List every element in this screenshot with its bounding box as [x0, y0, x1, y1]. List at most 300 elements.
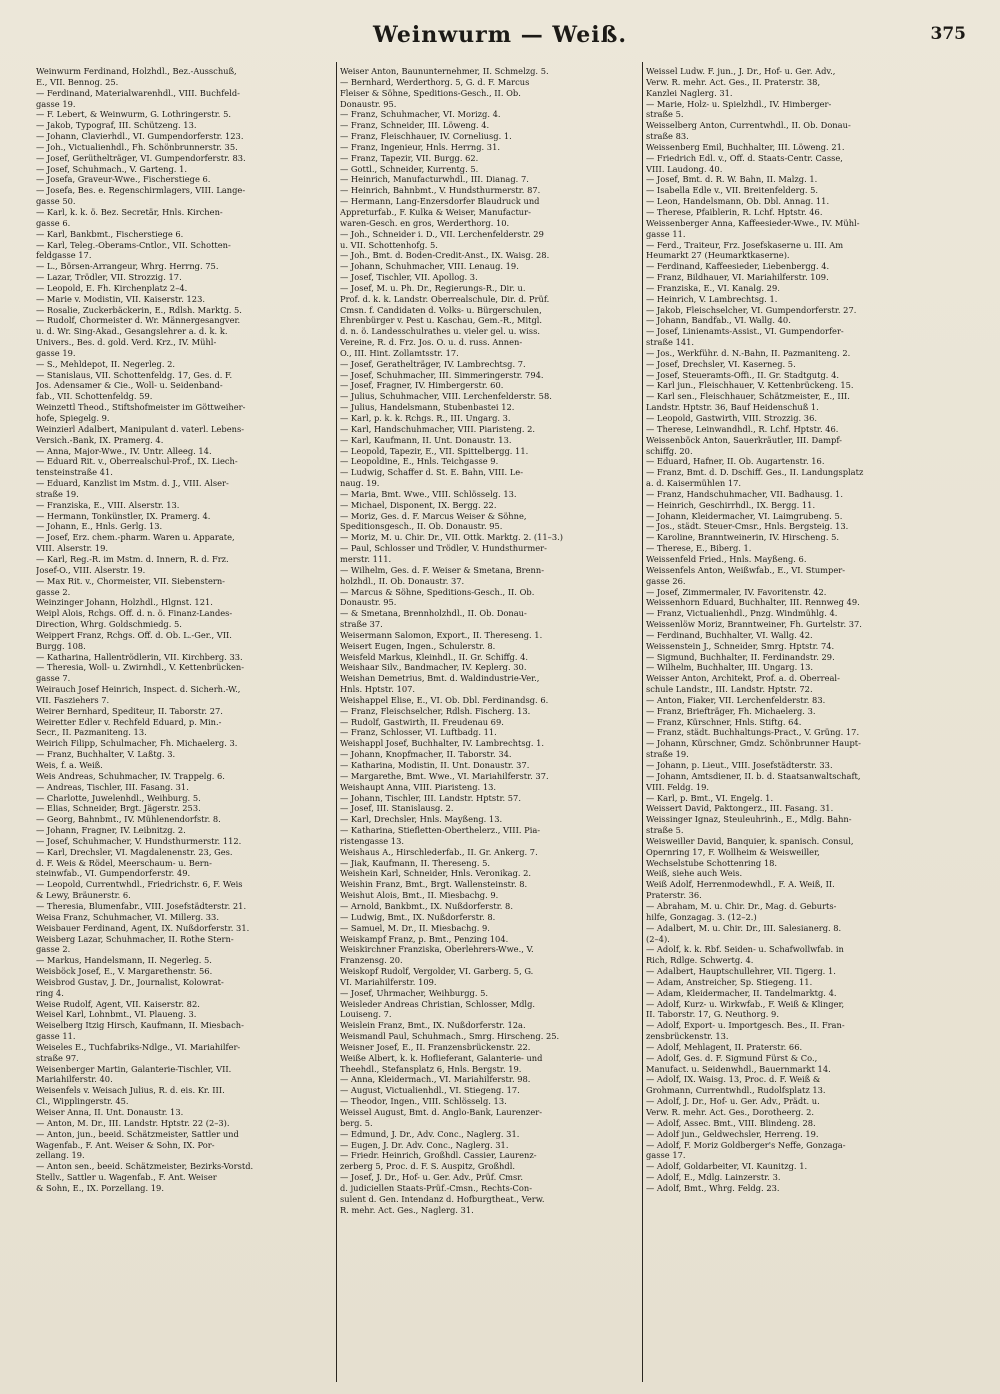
directory-line: Weiß Adolf, Herrenmodewhdl., F. A. Weiß, II. [646, 879, 835, 890]
directory-line: gasse 7. [36, 673, 71, 684]
directory-line: — Franz, städt. Buchhaltungs-Pract., V. Grüng. 17. [646, 727, 860, 738]
directory-line: — Theodor, Ingen., VIII. Schlösselg. 13. [340, 1096, 507, 1107]
directory-line: Weirich Filipp, Schulmacher, Fh. Michaelerg. 3. [36, 738, 238, 749]
directory-line: Grohmann, Currentwhdl., Rudolfsplatz 13. [646, 1085, 826, 1096]
directory-line: Verw. R. mehr. Act. Ges., Dorotheerg. 2. [646, 1107, 814, 1117]
directory-line: — Friedr. Heinrich, Großhdl. Cassier, Laurenz- [340, 1150, 537, 1161]
directory-line: — Adolf jun., Geldwechsler, Herreng. 19. [646, 1128, 819, 1139]
directory-line: R. mehr. Act. Ges., Naglerg. 31. [340, 1204, 474, 1215]
directory-line: — Isabella Edle v., VII. Breitenfelderg. 5. [646, 185, 819, 196]
directory-line: tensteinstraße 41. [36, 467, 113, 478]
directory-line: Weiseles E., Tuchfabriks-Ndlge., VI. Mariahilfer- [36, 1041, 241, 1052]
directory-line: — Heinrich, Bahnbmt., V. Hundsthurmerstr. 87. [340, 185, 541, 196]
directory-line: Weissenberger Anna, Kaffeesieder-Wwe., IV. Mühl- [646, 217, 860, 228]
directory-line: — Karl sen., Fleischhauer, Schätzmeister, E., III. [646, 391, 850, 402]
directory-line: Louiseng. 7. [340, 1009, 392, 1020]
directory-line: — Heinrich, Geschirrhdl., IX. Bergg. 11. [646, 499, 816, 510]
directory-line: gasse 11. [36, 1031, 76, 1042]
directory-line: — Josef, Schuhmacher, V. Hundsthurmerstr. 112. [36, 835, 242, 846]
directory-line: Mariahilferstr. 40. [36, 1074, 113, 1085]
directory-line: fab., VII. Schottenfeldg. 59. [36, 391, 153, 402]
directory-line: Appreturfab., F. Kulka & Weiser, Manufactur- [340, 206, 531, 217]
directory-line: Cl., Wipplingerstr. 45. [36, 1096, 129, 1107]
directory-line: Weinzinger Johann, Holzhdl., Hlgnst. 121. [36, 597, 213, 608]
directory-line: ring 4. [36, 987, 64, 998]
directory-line: a. d. Kaisermühlen 17. [646, 478, 742, 489]
directory-line: Weishappel Elise, E., VI. Ob. Dbl. Ferdinandsg. 6. [340, 694, 549, 705]
directory-line: Weiretter Edler v. Rechfeld Eduard, p. Min.- [36, 716, 222, 727]
directory-line: — Anna, Major-Wwe., IV. Untr. Alleeg. 14. [36, 445, 212, 456]
directory-line: — Franz, Schuhmacher, VI. Morizg. 4. [340, 109, 501, 120]
directory-line: — Ferdinand, Materialwarenhdl., VIII. Buchfeld- [36, 87, 240, 98]
directory-line: — Marie, Holz- u. Spielzhdl., IV. Himberger- [646, 98, 832, 109]
directory-line: Weisfeld Markus, Kleinhdl., II. Gr. Schiffg. 4. [340, 651, 529, 662]
directory-line: — Jos., städt. Steuer-Cmsr., Hnls. Bergsteig. 13. [646, 521, 849, 532]
directory-line: Weisner Josef, E., II. Franzensbrückenstr. 22. [340, 1041, 531, 1052]
directory-line: Jos. Adensamer & Cie., Woll- u. Seidenband- [36, 380, 223, 391]
directory-line: — Johann, Schuhmacher, VIII. Lenaug. 19. [340, 261, 519, 272]
directory-line: — Heinrich, Manufacturwhdl., III. Dianag. 7. [340, 174, 529, 185]
directory-line: VIII. Alserstr. 19. [36, 543, 108, 554]
directory-line: Weishaupt Anna, VIII. Piaristeng. 13. [340, 781, 497, 792]
directory-line: straße 97. [36, 1052, 79, 1063]
directory-line: — Josef, Gerüthelträger, VI. Gumpendorferstr. 83. [36, 152, 246, 163]
directory-line: — Franz, Briefträger, Fh. Michaelerg. 3. [646, 705, 816, 716]
directory-line: Weisel Karl, Lohnbmt., VI. Plaueng. 3. [36, 1009, 197, 1020]
directory-line: — Franziska, E., VI. Kanalg. 29. [646, 282, 780, 293]
directory-line: zerberg 5, Proc. d. F. S. Auspitz, Großhdl. [340, 1161, 516, 1172]
directory-line: — Josef, Schuhmach., V. Garteng. 1. [36, 163, 187, 174]
directory-line: schule Landstr., III. Landstr. Hptstr. 72. [646, 684, 813, 695]
directory-line: — Theresia, Woll- u. Zwirnhdl., V. Kettenbrücken- [36, 662, 245, 673]
directory-line: — Josef, Tischler, VII. Apollog. 3. [340, 272, 478, 283]
directory-line: — Adolf, Ges. d. F. Sigmund Fürst & Co., [646, 1052, 818, 1063]
directory-line: Weissenfeld Fried., Hnls. Mayßeng. 6. [646, 553, 807, 564]
directory-line: Weipl Alois, Rchgs. Off. d. n. ö. Finanz-Landes- [36, 608, 233, 619]
directory-line: Weirauch Josef Heinrich, Inspect. d. Sicherh.-W., [36, 684, 241, 695]
directory-line: Weisert Eugen, Ingen., Schulerstr. 8. [340, 640, 496, 651]
directory-line: — Josef, Gerathelträger, IV. Lambrechtsg. 7. [340, 358, 526, 369]
directory-line: — Moriz, Ges. d. F. Marcus Weiser & Söhne, [340, 510, 527, 521]
directory-line: Weissenböck Anton, Sauerkräutler, III. Dampf- [646, 434, 842, 445]
directory-line: Heumarkt 27 (Heumarktkaserne). [646, 250, 790, 261]
directory-line: — L., Börsen-Arrangeur, Whrg. Herrng. 75. [36, 261, 219, 272]
directory-line: — Johann, p. Lieut., VIII. Josefstädterstr. 33. [646, 760, 833, 770]
directory-line: — Josef, M. u. Ph. Dr., Regierungs-R., Dir. u. [340, 282, 526, 293]
directory-line: Weishin Franz, Bmt., Brgt. Wallensteinstr. 8. [340, 879, 528, 890]
directory-line: — Karl, Bankbmt., Fischerstiege 6. [36, 228, 184, 239]
directory-line: — Johann, Kleidermacher, VI. Laimgrubeng. 5. [646, 510, 843, 521]
directory-line: — Heinrich, V. Lambrechtsg. 1. [646, 293, 778, 304]
directory-line: VII. Fasziehers 7. [36, 694, 110, 705]
directory-line: — Jakob, Fleischselcher, VI. Gumpendorferstr. 27. [646, 304, 857, 315]
directory-line: — Josef, Schuhmacher, III. Simmeringerstr. 794. [340, 369, 544, 380]
directory-line: Weissenstein J., Schneider, Smrg. Hptstr. 74. [646, 640, 835, 651]
column-1 [36, 66, 332, 1384]
directory-line: — Arnold, Bankbmt., IX. Nußdorferstr. 8. [340, 900, 513, 911]
directory-line: — Karl, Kaufmann, II. Unt. Donaustr. 13. [340, 434, 512, 445]
directory-line: — Josef, Uhrmacher, Weihburgg. 5. [340, 987, 489, 998]
directory-line: Univers., Bes. d. gold. Verd. Krz., IV. Mühl- [36, 337, 217, 348]
directory-line: Weissinger Ignaz, Steuleuhrinh., E., Mdlg. Bahn- [646, 814, 852, 825]
directory-line: — Charlotte, Juwelenhdl., Weihburg. 5. [36, 792, 201, 803]
directory-line: O., III. Hint. Zollamtsstr. 17. [340, 347, 459, 358]
directory-line: Weisweiller David, Banquier, k. spanisch. Consul, [646, 835, 854, 846]
column-divider [336, 62, 337, 1382]
directory-line: — Anton sen., beeid. Schätzmeister, Bezirks-Vorstd. [36, 1161, 254, 1172]
directory-line: straße 37. [340, 619, 383, 630]
directory-line: gasse 6. [36, 217, 71, 228]
directory-line: — Eduard, Kanzlist im Mstm. d. J., VIII. Alser- [36, 478, 229, 489]
directory-line: naug. 19. [340, 478, 380, 489]
directory-line: — Jiak, Kaufmann, II. Thereseng. 5. [340, 857, 491, 868]
directory-line: schiffg. 20. [646, 445, 693, 456]
directory-line: — Hermann, Lang-Enzersdorfer Blaudruck und [340, 196, 540, 207]
directory-line: — Ferdinand, Kaffeesieder, Liebenbergg. 4. [646, 261, 830, 272]
directory-line: Stellv., Sattler u. Wagenfab., F. Ant. Weiser [36, 1172, 217, 1183]
directory-line: — Franziska, E., VIII. Alserstr. 13. [36, 499, 180, 510]
directory-line: Weissenlöw Moriz, Branntweiner, Fh. Gurtelstr. 37. [646, 619, 862, 630]
directory-line: Weisermann Salomon, Export., II. Thereseng. 1. [340, 629, 543, 640]
directory-line: — Katharina, Stiefletten-Oberthelerz., VIII. Pia- [340, 825, 541, 836]
directory-line: — Hermann, Tonkünstler, IX. Pramerg. 4. [36, 510, 211, 521]
directory-line: Weissert David, Paktongerz., III. Fasang. 31. [646, 803, 834, 814]
directory-line: — Franz, Victualienhdl., Pnzg. Windmühlg. 4. [646, 608, 838, 619]
directory-line: d. F. Weis & Rödel, Meerschaum- u. Bern- [36, 857, 212, 868]
directory-line: Weiskopf Rudolf, Vergolder, VI. Garberg. 5, G. [340, 966, 534, 977]
directory-line: — Karl, Reg.-R. im Mstm. d. Innern, R. d. Frz. [36, 553, 229, 564]
directory-line: — Joh., Schneider i. D., VII. Lerchenfelderstr. 29 [340, 228, 544, 239]
directory-line: & Sohn, E., IX. Porzellang. 19. [36, 1182, 164, 1193]
directory-line: — Adalbert, Hauptschullehrer, VII. Tigerg. 1. [646, 966, 836, 977]
directory-line: — Adolf, E., Mdlg. Lainzerstr. 3. [646, 1172, 781, 1183]
directory-line: — Jakob, Typograf, III. Schützeng. 13. [36, 120, 197, 131]
directory-line: Weisenfels v. Weisach Julius, R. d. eis. Kr. III. [36, 1085, 225, 1096]
directory-line: — Ferdinand, Buchhalter, VI. Wallg. 42. [646, 629, 813, 640]
directory-line: — Adam, Anstreicher, Sp. Stiegeng. 11. [646, 976, 813, 987]
directory-line: — Lazar, Trödler, VII. Strozzig. 17. [36, 272, 182, 283]
directory-line: straße 5. [646, 825, 684, 836]
directory-line: Weishut Alois, Bmt., II. Miesbachg. 9. [340, 890, 499, 901]
directory-line: waren-Gesch. en gros, Werderthorg. 10. [340, 217, 510, 228]
directory-line: — Karl, p. Bmt., VI. Engelg. 1. [646, 792, 774, 803]
directory-line: Weisselberg Anton, Currentwhdl., II. Ob. Donau- [646, 120, 851, 131]
directory-line: Josef-O., VIII. Alserstr. 19. [36, 564, 146, 575]
directory-line: — Leon, Handelsmann, Ob. Dbl. Annag. 11. [646, 196, 830, 207]
directory-line: — August, Victualienhdl., VI. Stiegeng. 17. [340, 1085, 520, 1096]
page-header [0, 18, 1000, 54]
column-3 [646, 66, 968, 1384]
directory-line: — Rosalie, Zuckerbäckerin, E., Rdlsh. Marktg. 5. [36, 304, 242, 315]
directory-line: VIII. Laudong. 40. [646, 163, 723, 174]
directory-line: hilfe, Gonzagag. 3. (12–2.) [646, 911, 757, 922]
directory-line: — Adolf, Export- u. Importgesch. Bes., II. Fran- [646, 1020, 845, 1031]
directory-line: — Johann, Fragner, IV. Leibnitzg. 2. [36, 825, 186, 836]
directory-line: Weissenfels Anton, Weißwfab., E., VI. Stumper- [646, 564, 846, 575]
directory-line: — Adolf, Mehlagent, II. Praterstr. 66. [646, 1041, 803, 1052]
directory-line: — Adolf, Assec. Bmt., VIII. Blindeng. 28. [646, 1117, 816, 1128]
directory-line: Vereine, R. d. Frz. Jos. O. u. d. russ. Annen- [340, 337, 523, 348]
directory-line: Rich, Rdlge. Schwertg. 4. [646, 955, 754, 966]
directory-line: — Maria, Bmt. Wwe., VIII. Schlösselg. 13. [340, 488, 517, 499]
directory-line: Weiselberg Itzig Hirsch, Kaufmann, II. Miesbach- [36, 1020, 244, 1031]
directory-line: — Franz, Bmt. d. D. Dschiff. Ges., II. Landungsplatz [646, 467, 864, 478]
directory-line: Cmsn. f. Candidaten d. Volks- u. Bürgerschulen, [340, 304, 542, 315]
directory-line: Weiser Anton, Baununternehmer, II. Schmelzg. 5. [340, 66, 549, 76]
directory-line: — Bernhard, Werderthorg. 5, G. d. F. Marcus [340, 76, 530, 87]
directory-line: gasse 11. [646, 228, 686, 239]
directory-line: — Adolf, Bmt., Whrg. Feldg. 23. [646, 1182, 780, 1193]
directory-line: — Johann, Amtsdiener, II. b. d. Staatsanwaltschaft, [646, 770, 861, 781]
directory-line: Weishan Demetrius, Bmt. d. Waldindustrie-Ver., [340, 673, 540, 684]
directory-line: — Josef, III. Stanislausg. 2. [340, 803, 454, 814]
directory-line: — Theresia, Blumenfabr., VIII. Josefstädterstr. 21. [36, 900, 247, 911]
directory-line: Weisbrod Gustav, J. Dr., Journalist, Kolowrat- [36, 976, 224, 987]
directory-line: hofe, Spiegelg. 9. [36, 413, 110, 423]
directory-line: — Ludwig, Schaffer d. St. E. Bahn, VIII. Le- [340, 467, 524, 478]
directory-line: — Friedrich Edl. v., Off. d. Staats-Centr. Casse, [646, 152, 843, 163]
directory-line: — Joh., Victualienhdl., Fh. Schönbrunnerstr. 35. [36, 141, 238, 152]
directory-line: & Lewy, Bräunerstr. 6. [36, 890, 131, 901]
directory-line: Weishaus A., Hirschlederfab., II. Gr. Ankerg. 7. [340, 846, 538, 857]
directory-line: — Ferd., Traiteur, Frz. Josefskaserne u. III. Am [646, 239, 844, 250]
directory-line: u. d. Wr. Sing-Akad., Gesangslehrer a. d. k. k. [36, 326, 228, 337]
directory-line: holzhdl., II. Ob. Donaustr. 37. [340, 575, 465, 586]
directory-line: — Adolf, Goldarbeiter, VI. Kaunitzg. 1. [646, 1161, 808, 1172]
directory-line: — Rudolf, Gastwirth, II. Freudenau 69. [340, 716, 504, 727]
directory-line: — Margarethe, Bmt. Wwe., VI. Mariahilferstr. 37. [340, 770, 549, 781]
directory-line: — Ludwig, Bmt., IX. Nußdorferstr. 8. [340, 911, 496, 922]
directory-line: Hnls. Hptstr. 107. [340, 684, 416, 695]
directory-line: Weirer Bernhard, Spediteur, II. Taborstr. 27. [36, 705, 223, 716]
directory-line: — Michael, Disponent, IX. Bergg. 22. [340, 499, 497, 510]
directory-line: — Johann, Clavierhdl., VI. Gumpendorferstr. 123. [36, 131, 244, 142]
directory-line: Weiser Anna, II. Unt. Donaustr. 13. [36, 1107, 184, 1117]
directory-line: — Josef, Linienamts-Assist., VI. Gumpendorfer- [646, 326, 844, 337]
directory-line: — Therese, Pfaiblerin, R. Lchf. Hptstr. 46. [646, 206, 823, 217]
directory-line: — Josef, J. Dr., Hof- u. Ger. Adv., Prüf. Cmsr. [340, 1172, 524, 1183]
directory-line: — Wilhelm, Ges. d. F. Weiser & Smetana, Brenn- [340, 564, 545, 575]
directory-line: — Johann, Knopfmacher, II. Taborstr. 34. [340, 749, 512, 760]
directory-line: Weiskirchner Franziska, Oberlehrers-Wwe., V. [340, 944, 534, 955]
directory-line: Weinzettl Theod., Stiftshofmeister im Göttweiher- [36, 402, 246, 413]
directory-line: — Karl, Drechsler, VI. Magdalenenstr. 23, Ges. [36, 846, 233, 857]
directory-line: Versich.-Bank, IX. Pramerg. 4. [36, 434, 164, 445]
directory-line: gasse 19. [36, 98, 76, 109]
directory-line: Opernring 17, F. Wollheim & Weisweiller, [646, 846, 820, 857]
directory-line: — Josef, Drechsler, VI. Kaserneg. 5. [646, 358, 796, 369]
directory-line: Weissel Ludw. F. jun., J. Dr., Hof- u. Ger. Adv., [646, 66, 836, 76]
directory-line: straße 19. [36, 488, 79, 499]
directory-line: — Franz, Schneider, III. Löweng. 4. [340, 120, 490, 131]
directory-line: — Josef, Bmt. d. R. W. Bahn, II. Malzg. 1. [646, 174, 818, 185]
directory-line: u. VII. Schottenhofg. 5. [340, 239, 438, 250]
directory-line: — Anton, jun., beeid. Schätzmeister, Sattler und [36, 1128, 239, 1139]
directory-line: d. n. ö. Landesschulrathes u. vieler gel. u. wiss. [340, 326, 540, 337]
directory-line: Ehrenbürger v. Pest u. Kaschau, Gem.-R., Mitgl. [340, 315, 543, 326]
directory-line: gasse 17. [646, 1150, 686, 1161]
directory-line: — Eugen, J. Dr. Adv. Conc., Naglerg. 31. [340, 1139, 509, 1150]
directory-line: E., VII. Bennog. 25. [36, 76, 119, 87]
directory-line: Donaustr. 95. [340, 597, 397, 608]
directory-line: — Karl, k. k. ö. Bez. Secretär, Hnls. Kirchen- [36, 206, 223, 217]
directory-line: — Adam, Kleidermacher, II. Tandelmarktg. 4. [646, 987, 837, 998]
directory-line: — Johann, Kürschner, Gmdz. Schönbrunner Haupt- [646, 738, 861, 749]
directory-line: — Adolf, J. Dr., Hof- u. Ger. Adv., Prädt. u. [646, 1096, 820, 1107]
directory-line: — Franz, Bildhauer, VI. Mariahilferstr. 109. [646, 272, 829, 283]
directory-line: — Eduard, Hafner, II. Ob. Augartenstr. 16. [646, 456, 825, 467]
directory-line: Franzensg. 20. [340, 955, 403, 966]
directory-line: — Leopoldine, E., Hnls. Teichgasse 9. [340, 456, 499, 467]
directory-line: Weinzierl Adalbert, Manipulant d. vaterl. Lebens- [36, 423, 245, 434]
directory-line: Kanzlei Naglerg. 31. [646, 87, 733, 98]
directory-line: — Josefa, Graveur-Wwe., Fischerstiege 6. [36, 174, 211, 185]
directory-line: merstr. 111. [340, 553, 392, 564]
directory-line: — Katharina, Modistin, II. Unt. Donaustr. 37. [340, 760, 530, 770]
directory-line: — Samuel, M. Dr., II. Miesbachg. 9. [340, 922, 490, 933]
directory-line: — Wilhelm, Buchhalter, III. Ungarg. 13. [646, 662, 814, 673]
directory-line: Weisböck Josef, E., V. Margarethenstr. 56. [36, 966, 213, 977]
directory-line: — Julius, Schuhmacher, VIII. Lerchenfelderstr. 58. [340, 391, 552, 402]
directory-line: Theehdl., Stefansplatz 6, Hnls. Bergstr. 19. [340, 1063, 522, 1074]
column-2 [340, 66, 638, 1384]
directory-line: — Franz, Tapezir, VII. Burgg. 62. [340, 152, 479, 163]
directory-line: — Karoline, Branntweinerin, IV. Hirscheng. 5. [646, 532, 840, 543]
directory-line: — Franz, Schlosser, VI. Luftbadg. 11. [340, 727, 497, 738]
directory-line: Wagenfab., F. Ant. Weiser & Sohn, IX. Por- [36, 1139, 215, 1150]
directory-line: Prof. d. k. k. Landstr. Oberrealschule, Dir. d. Prüf. [340, 293, 550, 304]
page-number: 375 [930, 24, 966, 44]
directory-line: — Leopold, Gastwirth, VIII. Strozzig. 36. [646, 413, 817, 423]
directory-line: zensbrückenstr. 13. [646, 1031, 729, 1042]
directory-line: — & Smetana, Brennholzhdl., II. Ob. Donau- [340, 608, 527, 619]
directory-line: Weishappl Josef, Buchhalter, IV. Lambrechtsg. 1. [340, 738, 545, 749]
directory-line: Weisbauer Ferdinand, Agent, IX. Nußdorferstr. 31. [36, 922, 250, 933]
directory-line: — Therese, Leinwandhdl., R. Lchf. Hptstr. 46. [646, 423, 839, 434]
directory-line: — Rudolf, Chormeister d. Wr. Männergesangver. [36, 315, 241, 326]
directory-line: Weinwurm Ferdinand, Holzhdl., Bez.-Ausschuß, [36, 66, 237, 76]
directory-line: — F. Lebert, & Weinwurm, G. Lothringerstr. 5. [36, 109, 231, 120]
directory-line: straße 83. [646, 131, 689, 142]
directory-line: — Adalbert, M. u. Chir. Dr., III. Salesianerg. 8. [646, 922, 842, 933]
directory-line: d. judiciellen Staats-Prüf.-Cmsn., Rechts-Con- [340, 1182, 533, 1193]
directory-line: Weishaar Silv., Bandmacher, IV. Keplerg. 30. [340, 662, 527, 673]
page-title: Weinwurm — Weiß. [372, 22, 628, 48]
directory-line: — Josef, Zimmermaler, IV. Favoritenstr. 42. [646, 586, 827, 597]
directory-line: Verw. R. mehr. Act. Ges., II. Praterstr. 38, [646, 76, 821, 87]
directory-line: — Josef, Steueramts-Offi., II. Gr. Stadtgutg. 4. [646, 369, 839, 380]
directory-line: — Karl, Teleg.-Oberams-Cntlor., VII. Schotten- [36, 239, 231, 250]
directory-line: gasse 2. [36, 586, 71, 597]
directory-line: Weisser Anton, Architekt, Prof. a. d. Oberreal- [646, 673, 840, 684]
directory-line: — Leopold, E. Fh. Kirchenplatz 2–4. [36, 282, 188, 293]
directory-line: — Markus, Handelsmann, II. Negerleg. 5. [36, 955, 212, 966]
directory-line: — Edmund, J. Dr., Adv. Conc., Naglerg. 31. [340, 1128, 520, 1139]
directory-line: — Julius, Handelsmann, Stubenbastei 12. [340, 402, 515, 413]
column-divider [642, 62, 643, 1382]
directory-line: — Joh., Bmt. d. Boden-Credit-Anst., IX. Waisg. 28. [340, 250, 550, 261]
directory-line: — Karl, Drechsler, Hnls. Mayßeng. 13. [340, 814, 503, 825]
directory-line: Weisleder Andreas Christian, Schlosser, Mdlg. [340, 998, 536, 1009]
directory-line: — Abraham, M. u. Chir. Dr., Mag. d. Geburts- [646, 900, 837, 911]
directory-line: — Adolf, IX. Waisg. 13, Proc. d. F. Weiß & [646, 1074, 821, 1085]
directory-line: Landstr. Hptstr. 36, Bauf Heidenschuß 1. [646, 402, 819, 413]
directory-line: — Johann, Bandfab., VI. Wallg. 40. [646, 315, 791, 326]
directory-line: Secr., II. Pazmaniteng. 13. [36, 727, 147, 738]
directory-line: feldgasse 17. [36, 250, 92, 261]
directory-line: gasse 26. [646, 575, 686, 586]
directory-line: — Marcus & Söhne, Speditions-Gesch., II. Ob. [340, 586, 535, 597]
directory-line: — Franz, Fleischselcher, Rdlsh. Fischerg. 13. [340, 705, 531, 716]
directory-line: Weismandl Paul, Schuhmach., Smrg. Hirscheng. 25. [340, 1031, 560, 1042]
directory-line: ristengasse 13. [340, 835, 404, 846]
directory-line: VIII. Feldg. 19. [646, 781, 710, 792]
directory-line: Donaustr. 95. [340, 98, 397, 109]
directory-line: (2–4). [646, 933, 670, 944]
directory-line: — Elias, Schneider, Brgt. Jägerstr. 253. [36, 803, 201, 814]
directory-line: — Therese, E., Biberg. 1. [646, 543, 752, 554]
directory-line: — Anna, Kleidermach., VI. Mariahilferstr. 98. [340, 1074, 531, 1085]
directory-line: — Franz, Kürschner, Hnls. Stiftg. 64. [646, 716, 802, 727]
directory-line: Fleiser & Söhne, Speditions-Gesch., II. Ob. [340, 87, 521, 98]
directory-line: — Andreas, Tischler, III. Fasang. 31. [36, 781, 189, 792]
directory-line: Weissenhorn Eduard, Buchhalter, III. Rennweg 49. [646, 597, 860, 608]
directory-line: — Marie v. Modistin, VII. Kaiserstr. 123. [36, 293, 205, 304]
directory-line: — Anton, Fiaker, VII. Lerchenfelderstr. 83. [646, 694, 826, 705]
directory-line: straße 141. [646, 337, 695, 348]
directory-line: II. Taborstr. 17, G. Neuthorg. 9. [646, 1009, 779, 1020]
directory-line: — Franz, Fleischhauer, IV. Corneliusg. 1. [340, 131, 512, 142]
directory-line: — Franz, Buchhalter, V. Laßtg. 3. [36, 749, 176, 760]
directory-line: steinwfab., VI. Gumpendorferstr. 49. [36, 868, 191, 879]
directory-line: Wechselstube Schottenring 18. [646, 857, 778, 868]
directory-line: — Karl jun., Fleischhauer, V. Kettenbrückeng. 15. [646, 380, 854, 391]
directory-line: Weissel August, Bmt. d. Anglo-Bank, Laurenzer- [340, 1107, 543, 1117]
directory-line: — Sigmund, Buchhalter, II. Ferdinandstr. 29. [646, 651, 835, 662]
directory-line: sulent d. Gen. Intendanz d. Hofburgtheat., Verw. [340, 1193, 545, 1204]
directory-line: — Jos., Werkführ. d. N.-Bahn, II. Pazmaniteng. 2. [646, 347, 851, 358]
directory-line: zellang. 19. [36, 1150, 85, 1161]
directory-line: Weissenberg Emil, Buchhalter, III. Löweng. 21. [646, 141, 845, 152]
directory-line: — Johann, Tischler, III. Landstr. Hptstr. 57. [340, 792, 521, 803]
directory-line: — Josef, Erz. chem.-pharm. Waren u. Apparate, [36, 532, 235, 543]
directory-line: — Johann, E., Hnls. Gerlg. 13. [36, 521, 163, 532]
directory-line: Weippert Franz, Rchgs. Off. d. Ob. L.-Ger., VII. [36, 629, 232, 640]
directory-line: gasse 50. [36, 196, 76, 207]
directory-line: — Adolf, Kurz- u. Wirkwfab., F. Weiß & Klinger, [646, 998, 845, 1009]
directory-line: — Adolf, F. Moriz Goldberger's Neffe, Gonzaga- [646, 1139, 846, 1150]
directory-line: — Adolf, k. k. Rbf. Seiden- u. Schafwollwfab. in [646, 944, 844, 955]
directory-line: Weishein Karl, Schneider, Hnls. Veronikag. 2. [340, 868, 532, 879]
directory-line: — Josef, Fragner, IV. Himbergerstr. 60. [340, 380, 504, 391]
directory-line: gasse 2. [36, 944, 71, 955]
directory-line: Weiße Albert, k. k. Hoflieferant, Galanterie- und [340, 1052, 543, 1063]
directory-line: Weiskampf Franz, p. Bmt., Penzing 104. [340, 933, 509, 944]
directory-line: — S., Mehldepot, II. Negerleg. 2. [36, 358, 176, 369]
directory-line: Speditionsgesch., II. Ob. Donaustr. 95. [340, 521, 503, 532]
directory-line: Praterstr. 36. [646, 890, 702, 901]
directory-line: Direction, Whrg. Goldschmiedg. 5. [36, 619, 182, 630]
directory-line: Weisberg Lazar, Schuhmacher, II. Rothe Stern- [36, 933, 234, 944]
directory-line: straße 19. [646, 749, 689, 760]
directory-line: — Karl, p. k. k. Rchgs. R., III. Ungarg. 3. [340, 413, 511, 423]
directory-line: — Anton, M. Dr., III. Landstr. Hptstr. 22 (2–3). [36, 1117, 230, 1128]
directory-line: — Moriz, M. u. Chir. Dr., VII. Ottk. Marktg. 2. (11–3.) [340, 532, 563, 543]
directory-line: Manufact. u. Seidenwhdl., Bauernmarkt 14. [646, 1063, 831, 1074]
directory-line: — Franz, Ingenieur, Hnls. Herrng. 31. [340, 141, 500, 152]
directory-line: — Leopold, Currentwhdl., Friedrichstr. 6, F. Weis [36, 879, 243, 890]
directory-line: Weiß, siehe auch Weis. [646, 868, 743, 879]
